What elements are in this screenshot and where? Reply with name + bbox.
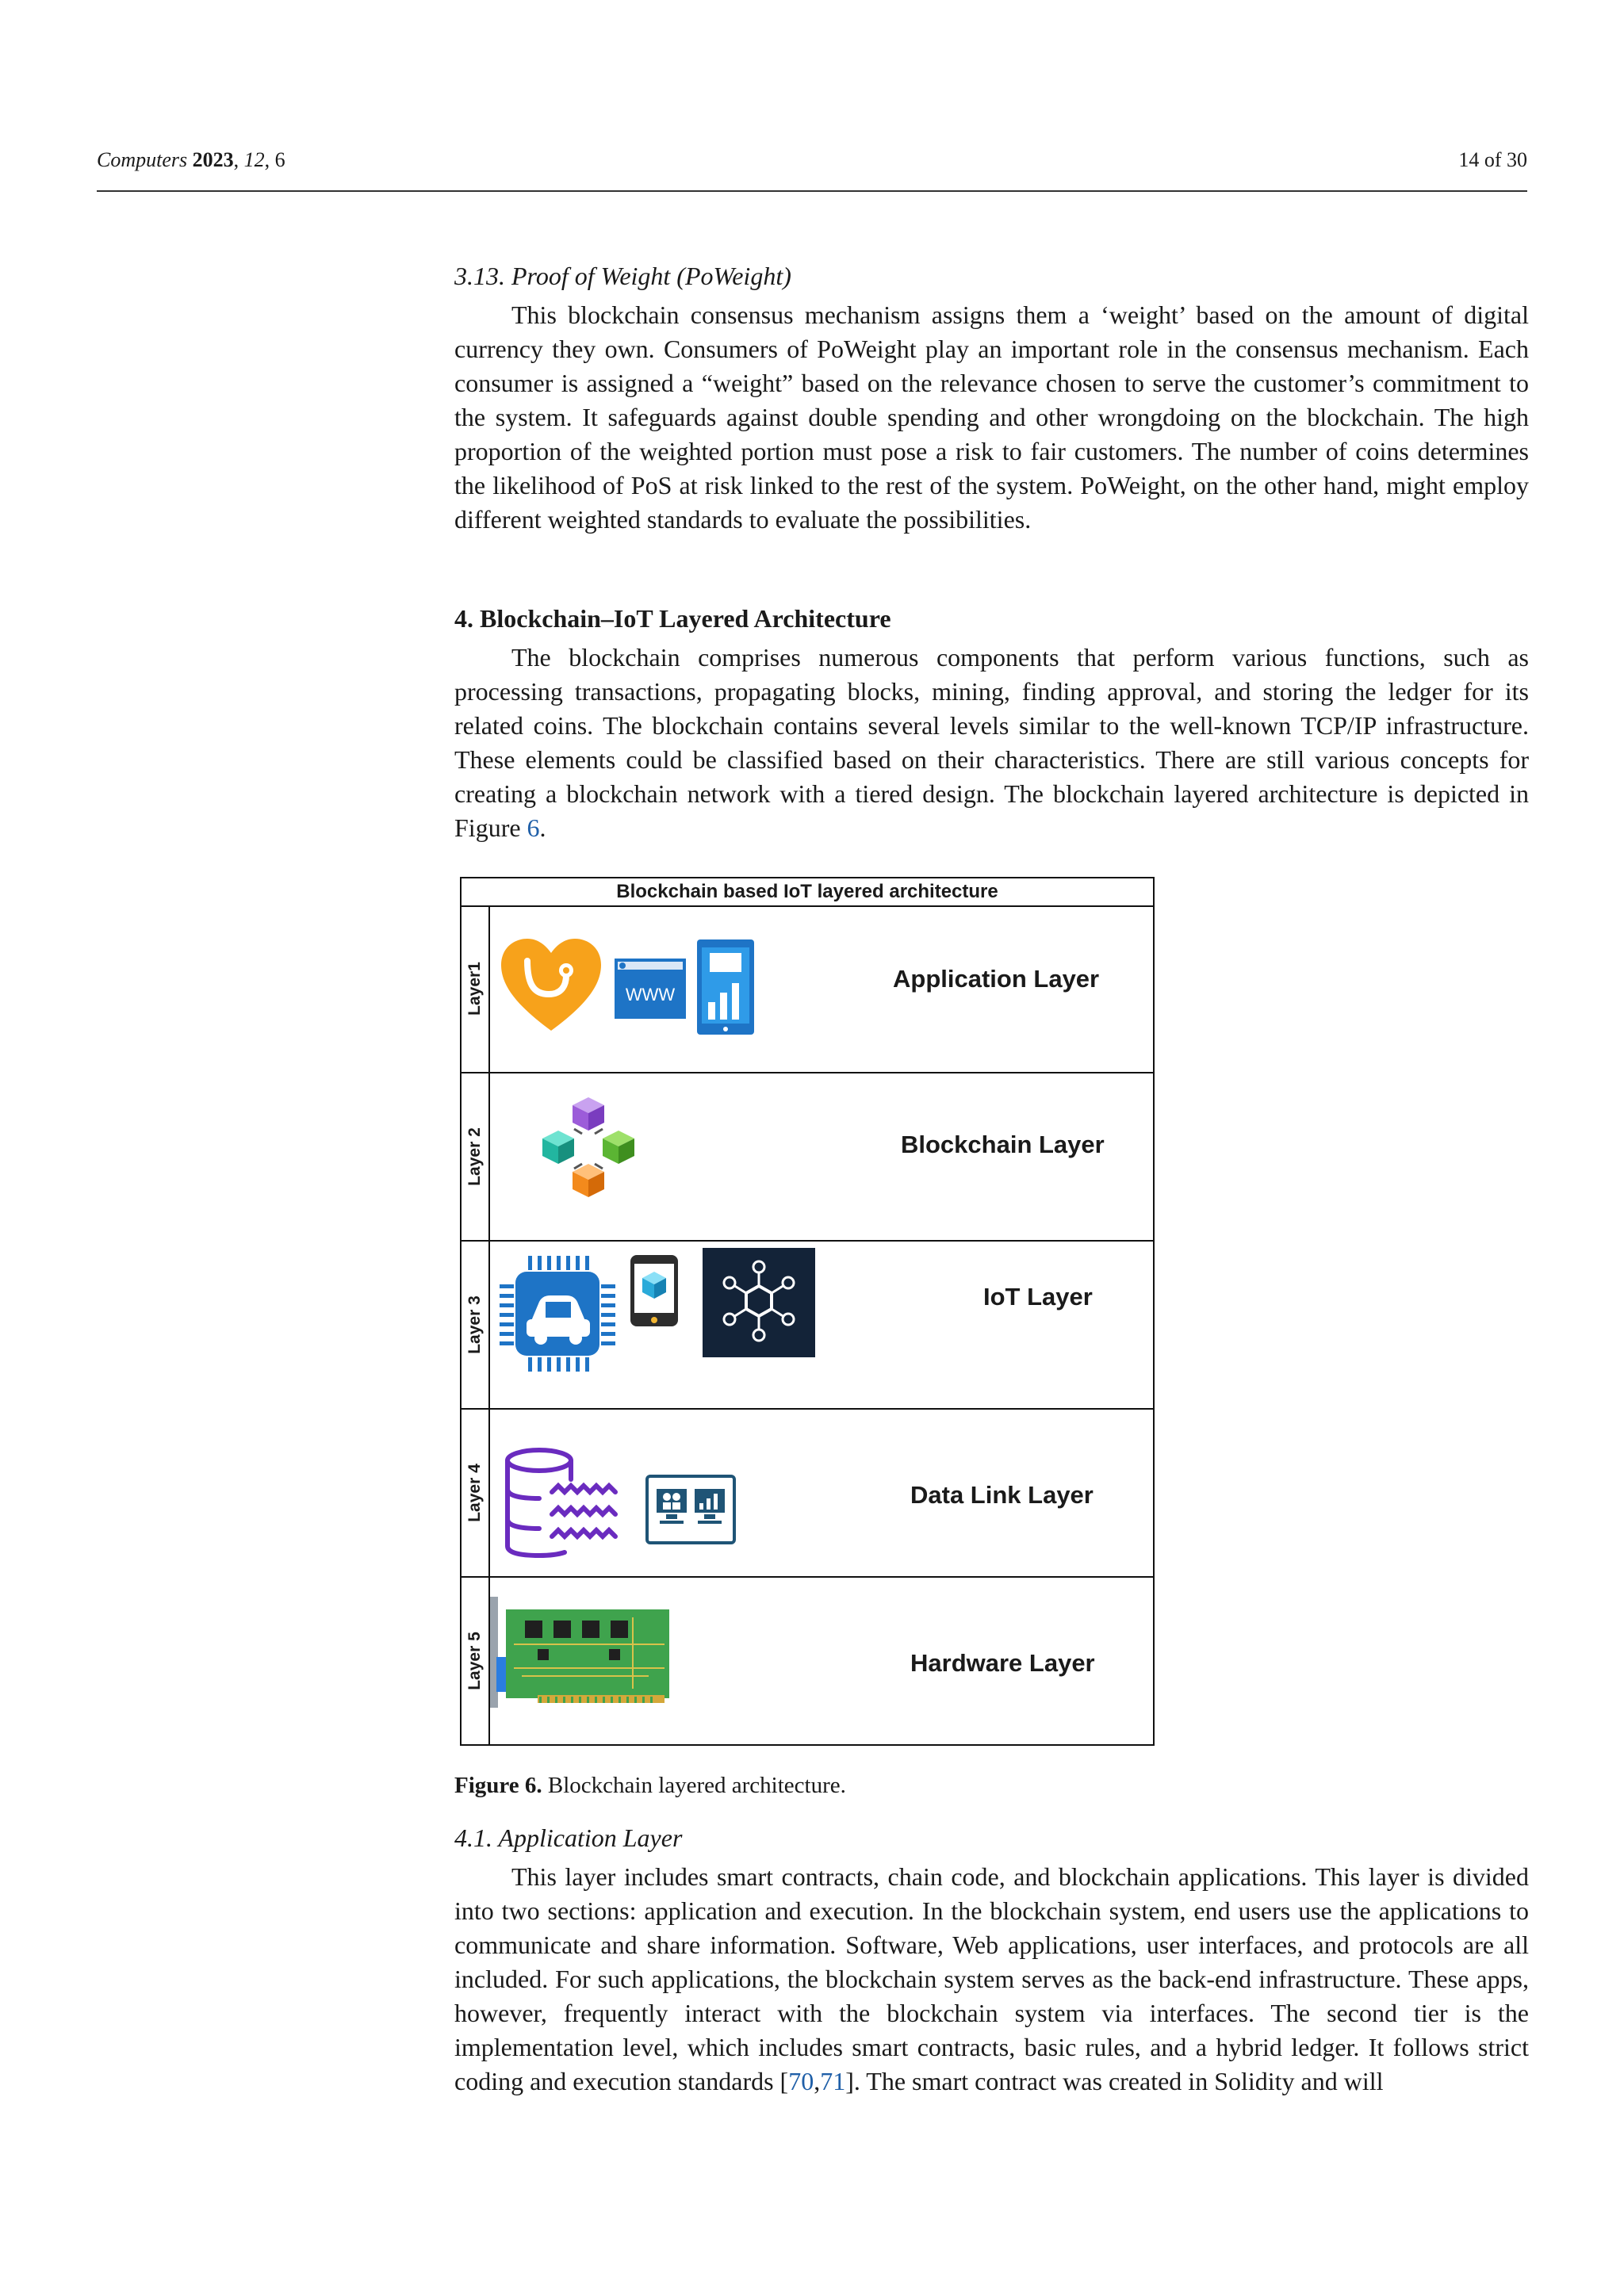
section-4 [454, 601, 1529, 845]
layer-3-row [460, 1242, 1155, 1410]
journal-citation: Computers 2023, 12, 6 [97, 148, 285, 171]
database-stream-icon [504, 1448, 623, 1559]
monitor-analytics-icon [645, 1475, 736, 1544]
network-hexagon-icon [703, 1248, 815, 1357]
hardware-layer-name: Hardware Layer [910, 1649, 1095, 1677]
blockchain-cubes-icon [525, 1097, 636, 1208]
figure-6 [460, 877, 1155, 1747]
layer-2-label: Layer 2 [462, 1073, 490, 1240]
data-link-layer-name: Data Link Layer [910, 1481, 1094, 1509]
web-browser-icon [614, 958, 687, 1020]
section-4-1-text: This layer includes smart contracts, chain code, and blockchain applications. This layer is divided into two sections: application and execution. In the blockchain system, end users use the applications to communicate and share information. Software, Web applications, user interfaces, and protocols are all included. For such applications, the blockchain system serves as the back-end infrastructure. These apps, however, frequently interact with the blockchain system via interfaces. The second tier is the implementation level, which includes smart contracts, basic rules, and a hybrid ledger. It follows strict coding and execution standards [ [454, 1862, 1529, 2095]
section-4-1-title: 4.1. Application Layer [454, 1823, 683, 1852]
layer-5-row [460, 1578, 1155, 1746]
tablet-chart-icon [696, 939, 755, 1035]
health-heart-icon [500, 937, 603, 1036]
layer-4-label: Layer 4 [462, 1410, 490, 1576]
journal-issue: 6 [274, 148, 285, 171]
application-layer-name: Application Layer [893, 965, 1100, 993]
circuit-board-icon [490, 1594, 672, 1712]
layer-3-label: Layer 3 [462, 1242, 490, 1408]
figure-caption-text: Blockchain layered architecture. [542, 1773, 846, 1798]
citation-71-link[interactable]: 71 [820, 2067, 846, 2095]
section-4-1-body: This layer includes smart contracts, chain code, and blockchain applications. This layer is divided into two sections: application and execution. In the blockchain system, end users use the applications to communicate and share information. Software, Web applications, user interfaces, and protocols are all included. For such applications, the blockchain system serves as the back-end infrastructure. These apps, however, frequently interact with the blockchain system via interfaces. The second tier is the implementation level, which includes smart contracts, basic rules, and a hybrid ledger. It follows strict coding and execution standards [70,71]. The smart contract was created in Solidity and will [454, 1862, 1529, 2095]
journal-year: 2023 [192, 148, 234, 171]
section-4-title: 4. Blockchain–IoT Layered Architecture [454, 604, 891, 633]
iot-chip-car-icon [498, 1254, 617, 1373]
header-rule [97, 190, 1527, 192]
section-3-13-body: This blockchain consensus mechanism assigns them a ‘weight’ based on the amount of digital currency they own. Consumers of PoWeight play an important role in the consensus mechanism. Each consumer is assigned a “weight” based on the relevance chosen to serve the customer’s commitment to the system. It safeguards against double spending and other wrongdoing on the blockchain. The high proportion of the weighted portion must pose a risk to fair customers. The number of coins determines the likelihood of PoS at risk linked to the rest of the system. PoWeight, on the other hand, might employ different weighted standards to evaluate the possibilities. [454, 300, 1529, 534]
page-number: 14 of 30 [1458, 148, 1527, 171]
figure-6-link[interactable]: 6 [527, 813, 540, 842]
section-4-1 [454, 1820, 1529, 2099]
section-4-text: The blockchain comprises numerous components that perform various functions, such as processing transactions, propagating blocks, mining, finding approval, and storing the ledger for its related coins. The blockchain contains several levels similar to the well-known TCP/IP infrastructure. These elements could be classified based on their characteristics. There are still various concepts for creating a blockchain network with a tiered design. The blockchain layered architecture is depicted in Figure [454, 643, 1529, 842]
layer-2-row [460, 1073, 1155, 1242]
journal-volume: 12 [243, 148, 265, 171]
iot-layer-name: IoT Layer [983, 1283, 1093, 1311]
section-3-13 [454, 258, 1529, 537]
layer-4-row [460, 1410, 1155, 1578]
journal-name: Computers [97, 148, 188, 171]
layer-5-label: Layer 5 [462, 1578, 490, 1744]
figure-title: Blockchain based IoT layered architecture [460, 877, 1155, 907]
section-4-1-tail: ]. The smart contract was created in Solidity and will [845, 2067, 1384, 2095]
page-header [97, 148, 1527, 180]
smartphone-cube-icon [630, 1254, 679, 1327]
layer-1-row [460, 905, 1155, 1073]
citation-70-link[interactable]: 70 [788, 2067, 814, 2095]
blockchain-layer-name: Blockchain Layer [901, 1131, 1105, 1158]
section-4-body: The blockchain comprises numerous components that perform various functions, such as processing transactions, propagating blocks, mining, finding approval, and storing the ledger for its related coins. The blockchain contains several levels similar to the well-known TCP/IP infrastructure. These elements could be classified based on their characteristics. There are still various concepts for creating a blockchain network with a tiered design. The blockchain layered architecture is depicted in Figure 6. [454, 643, 1529, 842]
section-3-13-title: 3.13. Proof of Weight (PoWeight) [454, 262, 791, 290]
figure-caption [454, 1773, 846, 1799]
figure-caption-label: Figure 6. [454, 1773, 542, 1798]
layer-1-label: Layer1 [462, 905, 490, 1072]
www-text: WWW [625, 985, 676, 1004]
